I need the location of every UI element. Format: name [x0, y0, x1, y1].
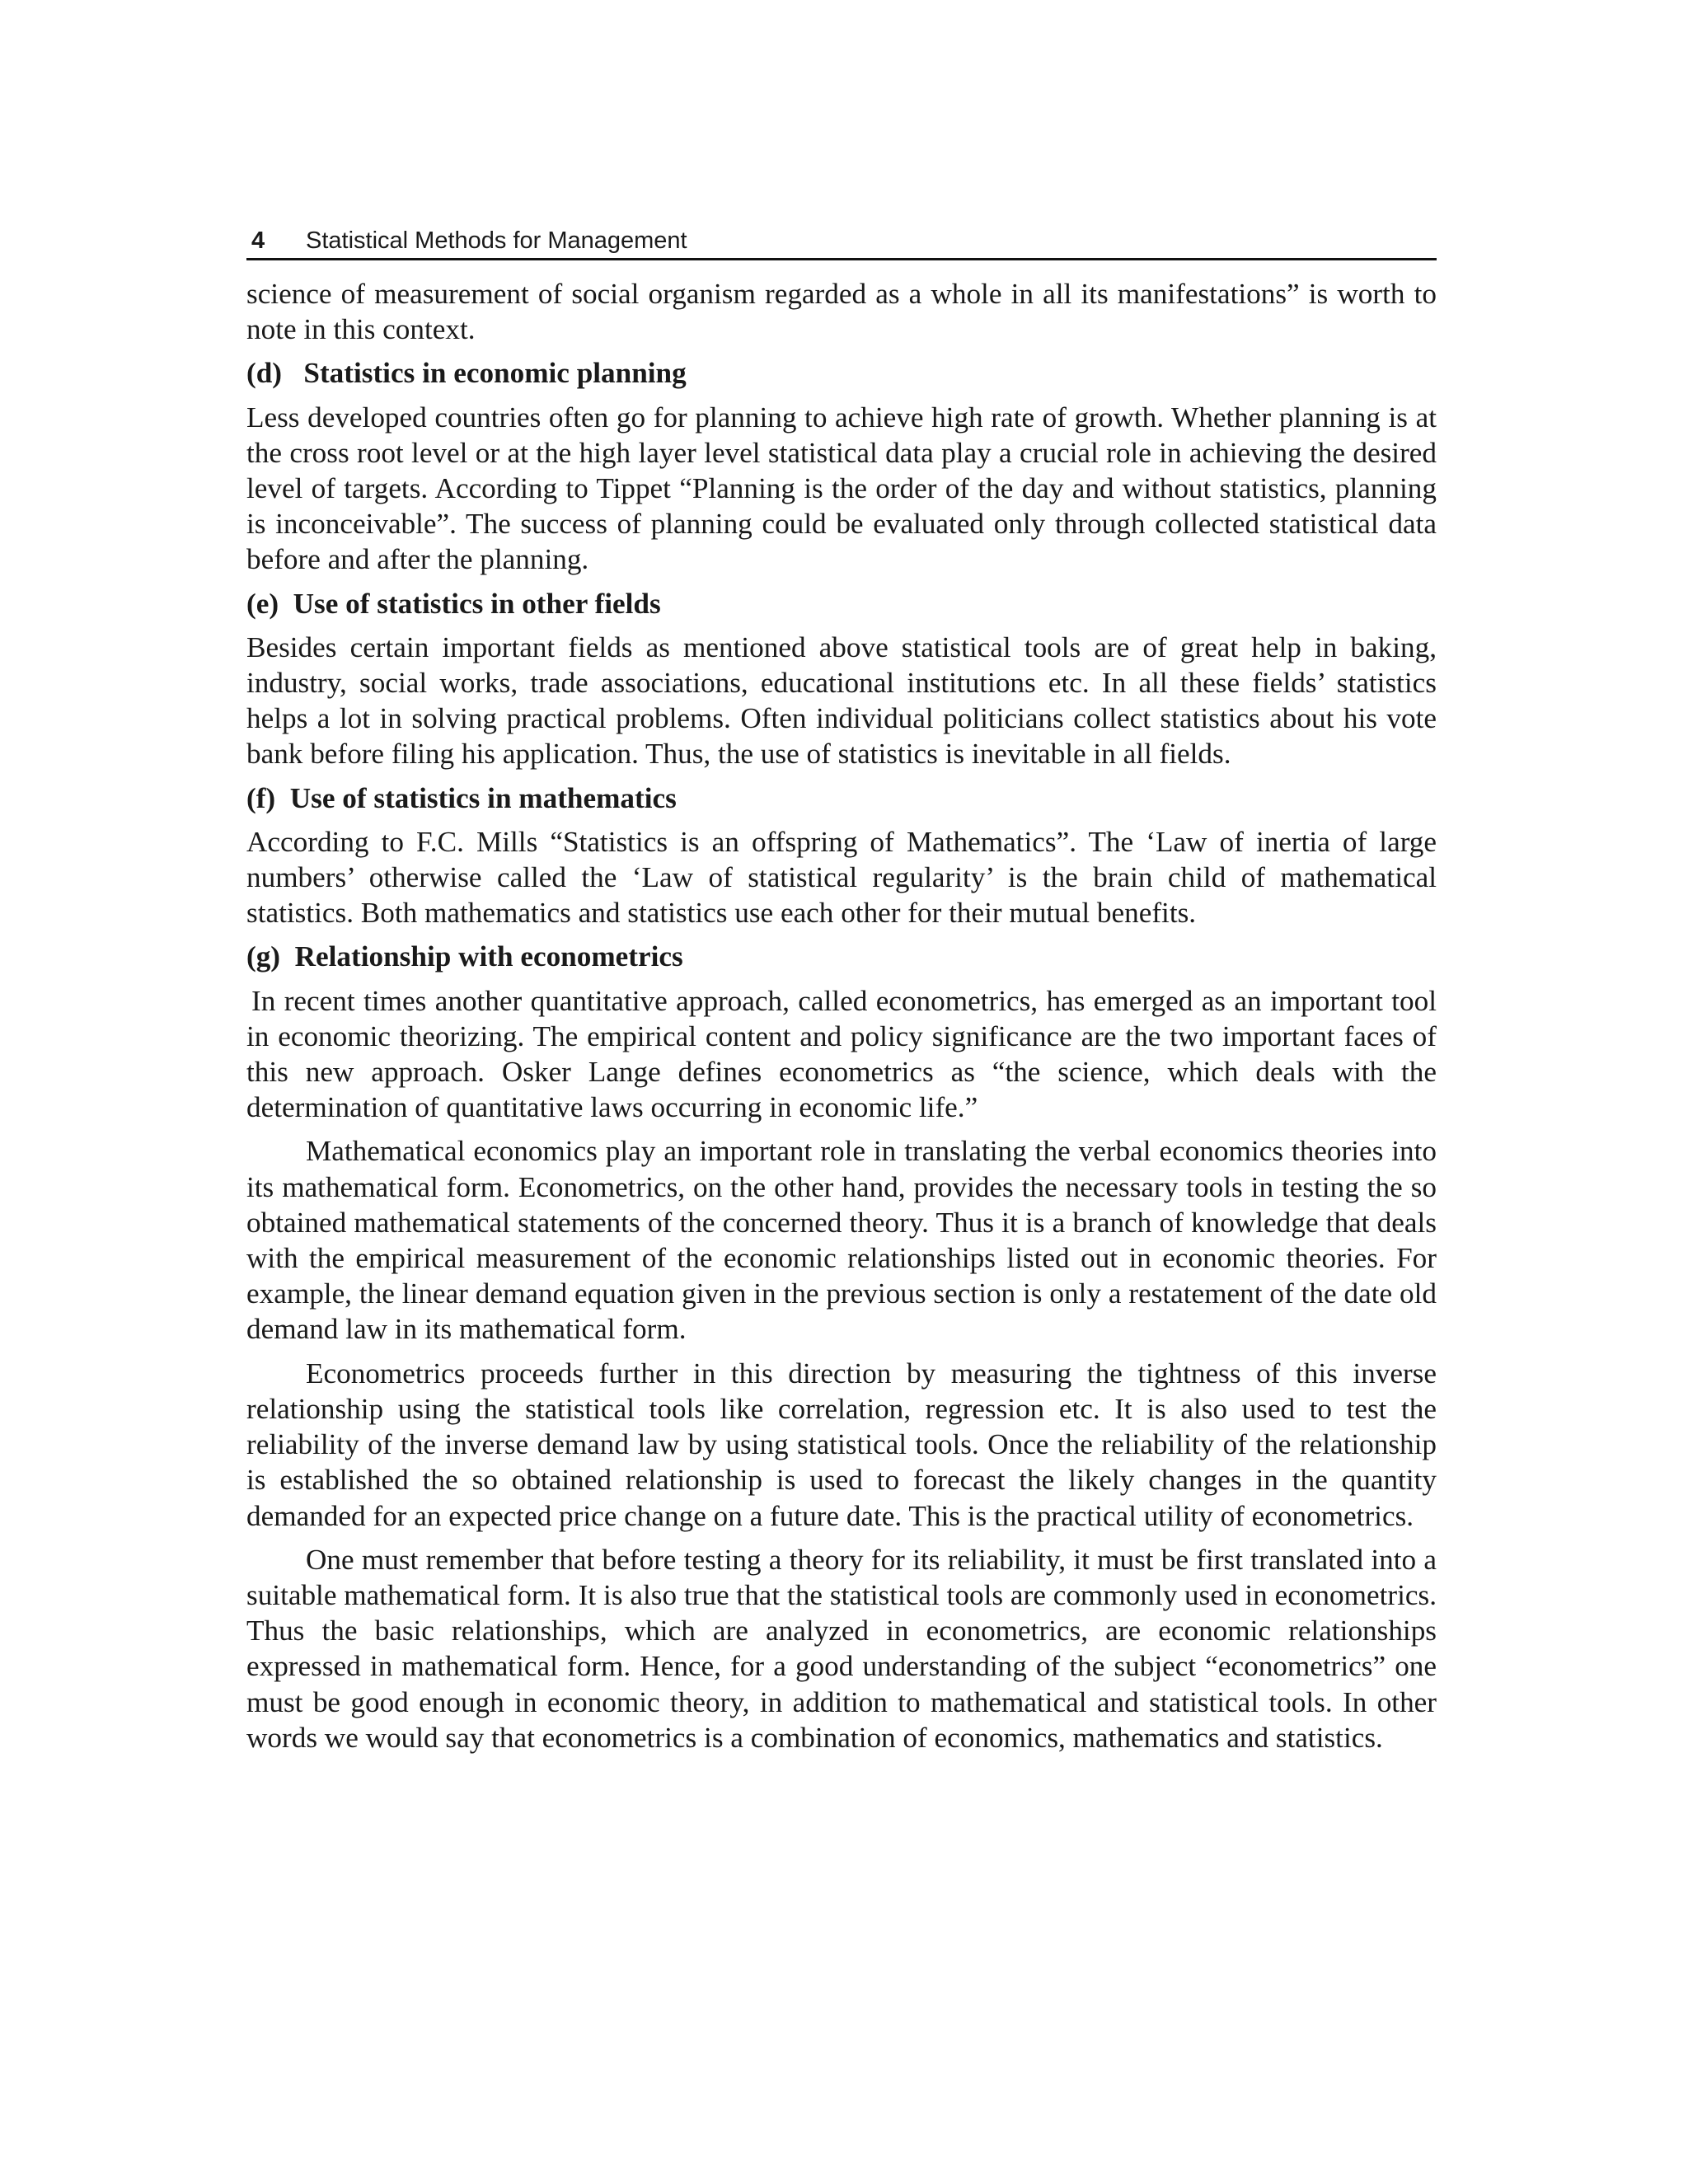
- book-page: [246, 227, 1437, 1755]
- section-paragraph-g-2: Mathematical economics play an important role in translating the verbal economics theories into its mathematical form. Econometrics, on the other hand, provides the necessary tools in testing the so obtained mathematical statements of the concerned theory. Thus it is a branch of knowledge that deals with the empirical measurement of the economic relationships listed out in economic theories. For example, the linear demand equation given in the previous section is only a restatement of the date old demand law in its mathematical form.: [246, 1135, 1437, 1346]
- section-paragraph-d: Less developed countries often go for planning to achieve high rate of growth. Whether planning is at the cross root level or at the high layer level statistical data play a crucial role in achieving the desired level of targets. According to Tippet “Planning is the order of the day and without statistics, planning is inconceivable”. The success of planning could be evaluated only through collected statistical data before and after the planning.: [246, 401, 1437, 576]
- page-number: 4: [251, 227, 265, 254]
- running-header: [246, 227, 1437, 260]
- section-paragraph-g-1: In recent times another quantitative approach, called econometrics, has emerged as an important tool in economic theorizing. The empirical content and policy significance are the two important faces of this new approach. Osker Lange defines econometrics as “the science, which deals with the determination of quantitative laws occurring in economic life.”: [246, 984, 1437, 1124]
- section-paragraph-g-4: One must remember that before testing a theory for its reliability, it must be first translated into a suitable mathematical form. It is also true that the statistical tools are commonly used in econometrics. Thus the basic relationships, which are analyzed in econometrics, are economic relationships expressed in mathematical form. Hence, for a good understanding of the subject “econometrics” one must be good enough in economic theory, in addition to mathematical and statistical tools. In other words we would say that econometrics is a combination of economics, mathematics and statistics.: [246, 1543, 1437, 1754]
- page-body: [246, 276, 1437, 1755]
- section-heading-g: (g) Relationship with econometrics: [246, 940, 683, 973]
- section-heading-d: (d) Statistics in economic planning: [246, 357, 687, 390]
- section-heading-f: (f) Use of statistics in mathematics: [246, 781, 677, 814]
- section-paragraph-f: According to F.C. Mills “Statistics is an offspring of Mathematics”. The ‘Law of inertia of large numbers’ otherwise called the ‘Law of statistical regularity’ is the brain child of mathematical statistics. Both mathematics and statistics use each other for their mutual benefits.: [246, 825, 1437, 930]
- section-paragraph-e: Besides certain important fields as mentioned above statistical tools are of great help in baking, industry, social works, trade associations, educational institutions etc. In all these fields’ statistics helps a lot in solving practical problems. Often individual politicians collect statistics about his vote bank before filing his application. Thus, the use of statistics is inevitable in all fields.: [246, 630, 1437, 771]
- opening-paragraph: science of measurement of social organism regarded as a whole in all its manifestations” is worth to note in this context.: [246, 278, 1437, 346]
- section-paragraph-g-3: Econometrics proceeds further in this direction by measuring the tightness of this inverse relationship using the statistical tools like correlation, regression etc. It is also used to test the reliability of the inverse demand law by using statistical tools. Once the reliability of the relationship is established the so obtained relationship is used to forecast the likely changes in the quantity demanded for an expected price change on a future date. This is the practical utility of econometrics.: [246, 1357, 1437, 1532]
- book-title: Statistical Methods for Management: [306, 227, 687, 254]
- section-heading-e: (e) Use of statistics in other fields: [246, 587, 661, 620]
